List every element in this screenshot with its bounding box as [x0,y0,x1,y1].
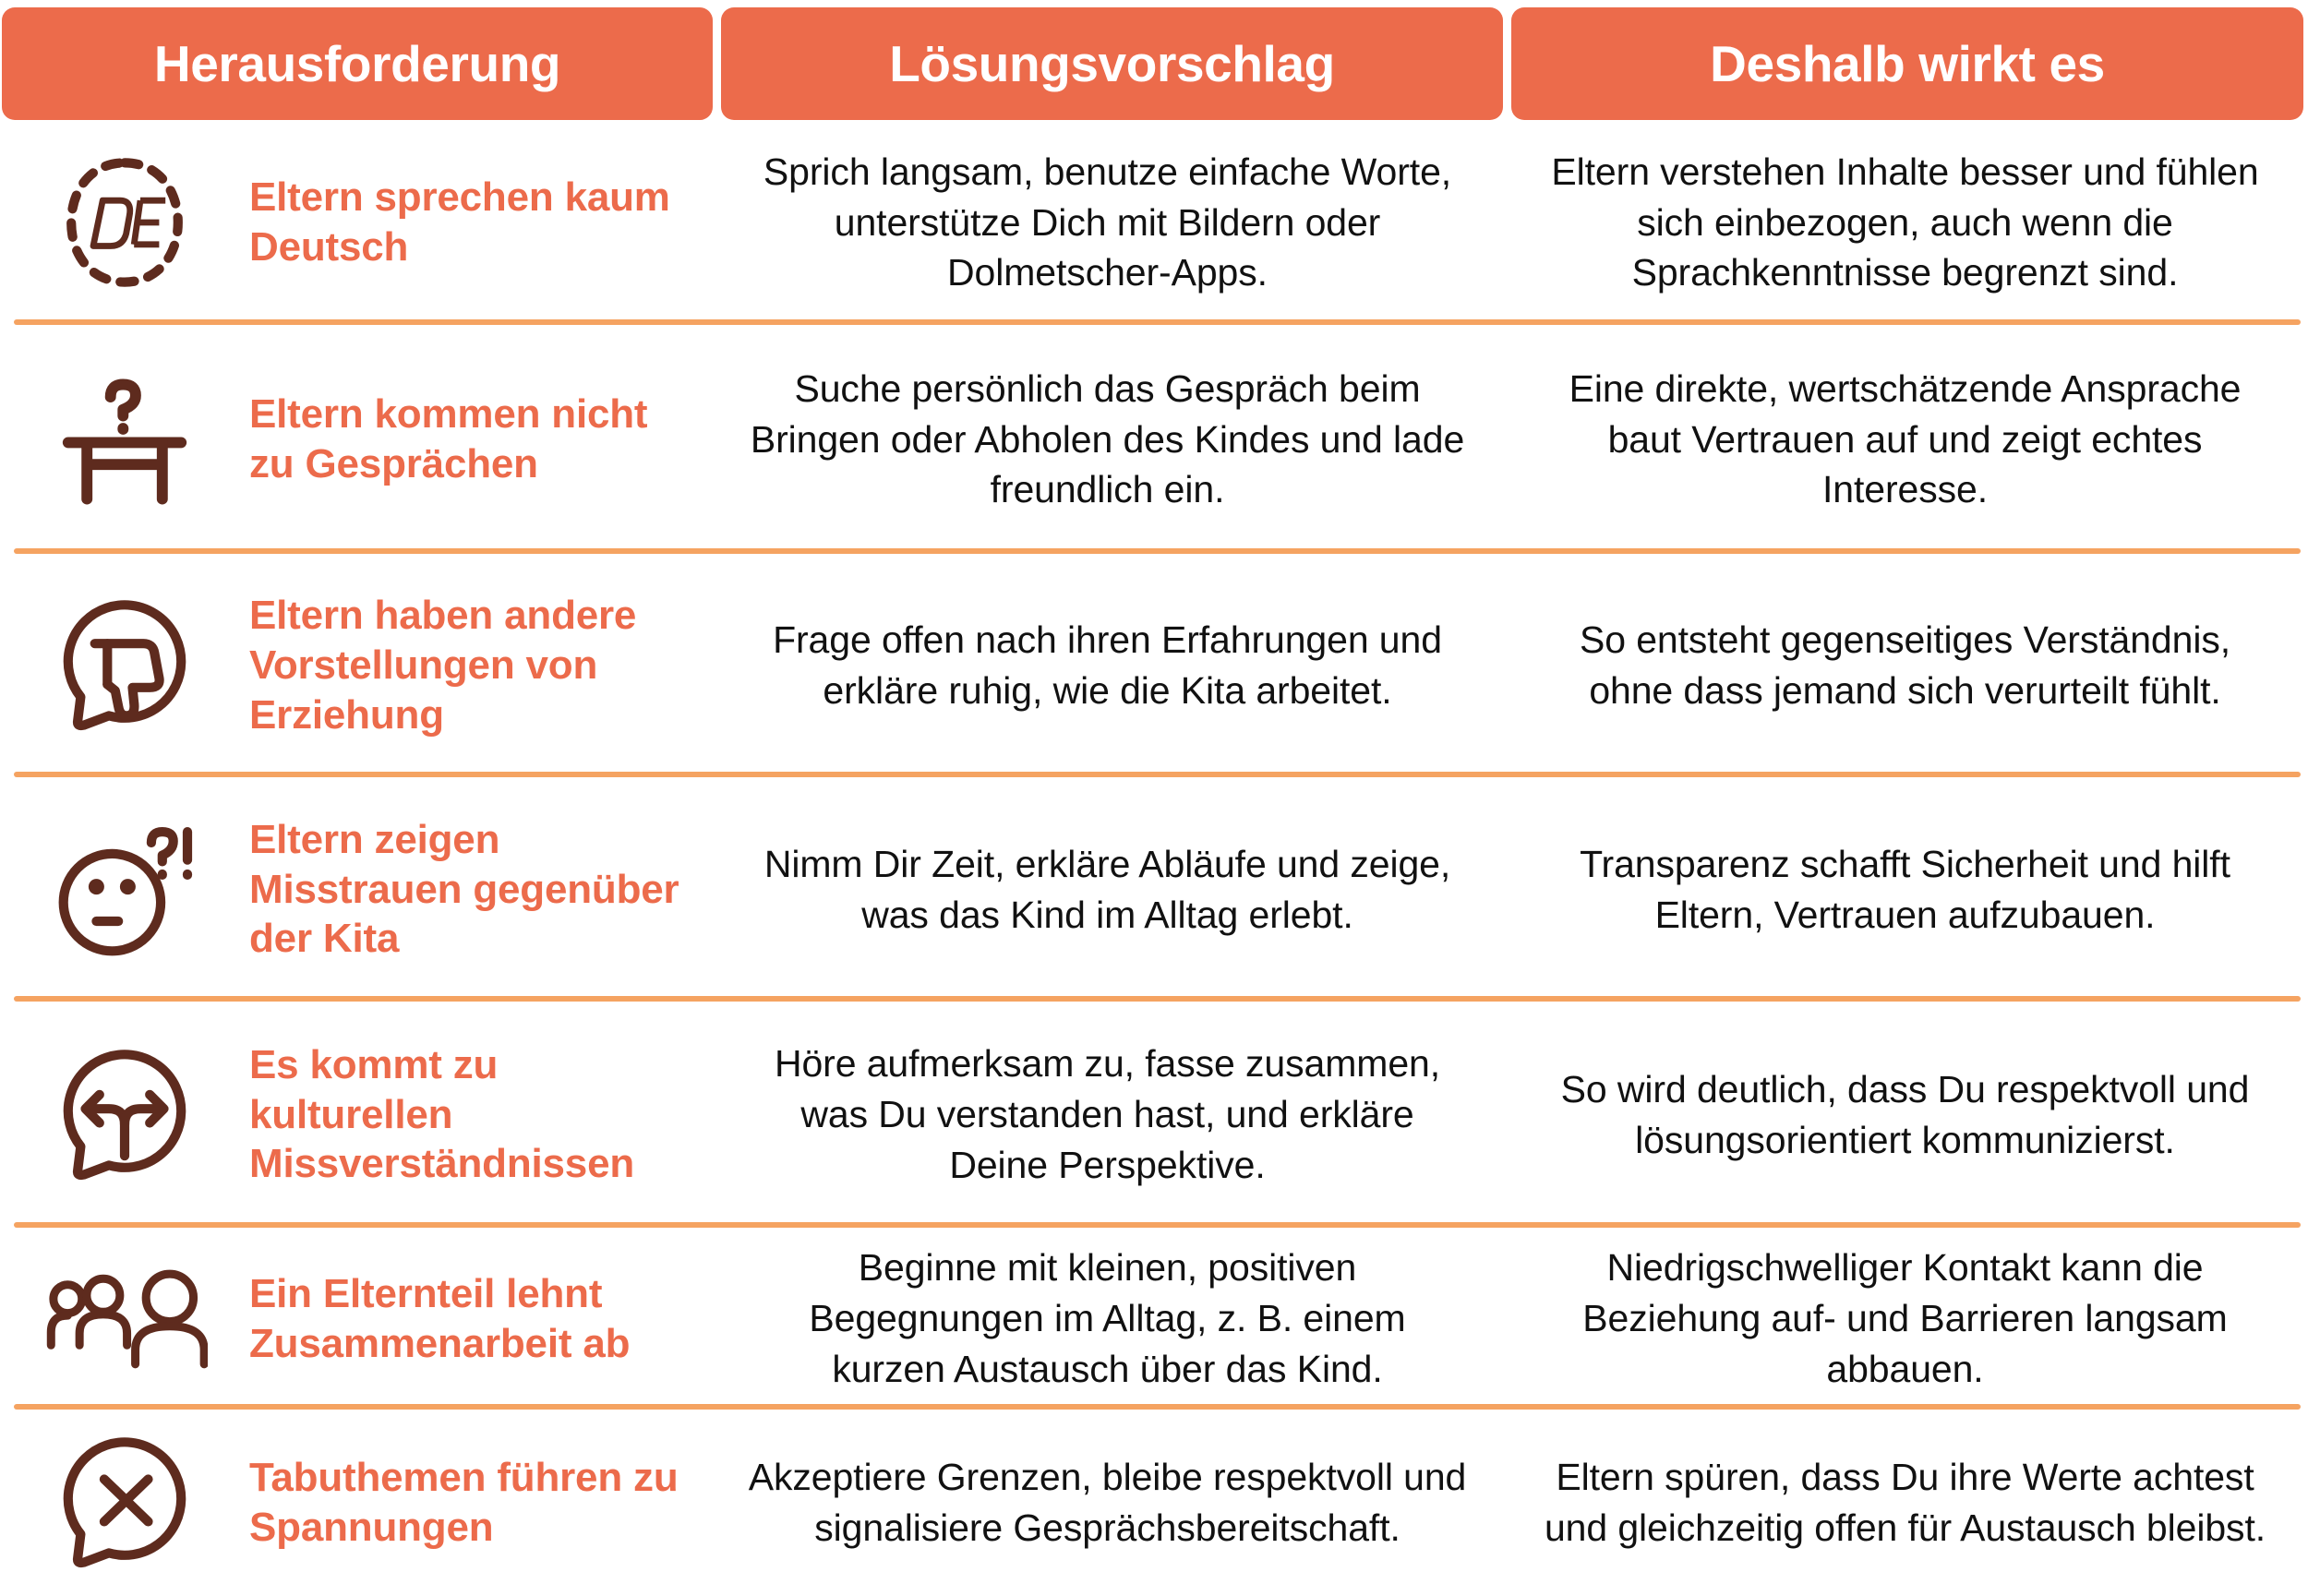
header-cell-solution [721,7,1503,120]
table-row [0,554,2308,777]
challenge-title: Eltern zeigen Misstrauen gegenüber der Kita [249,816,679,962]
table-row [0,325,2308,554]
row-challenge-cell [0,1002,713,1228]
table-row [0,1228,2308,1410]
why-text: So wird deutlich, dass Du respektvoll und lösungsorientiert kommunizierst. [1560,1067,2250,1161]
row-solution-cell [713,1228,1502,1410]
row-solution-cell [713,777,1502,1002]
row-challenge-cell [0,1410,713,1596]
table-row [0,777,2308,1002]
row-challenge-cell [0,1228,713,1410]
solution-text: Beginne mit kleinen, positiven Begegnungen im Alltag, z. B. einem kurzen Austausch über das Kind. [809,1246,1406,1390]
row-challenge-cell [0,777,713,1002]
header-label-why: Deshalb wirkt es [1710,34,2105,92]
solution-text: Sprich langsam, benutze einfache Worte, unterstütze Dich mit Bildern oder Dolmetscher-Apps. [763,150,1452,294]
row-solution-cell [713,325,1502,554]
solution-text: Nimm Dir Zeit, erkläre Abläufe und zeige, was das Kind im Alltag erlebt. [763,842,1451,936]
speech-bubble-fork-arrows-icon [0,1037,249,1194]
row-why-cell [1502,325,2308,554]
row-why-cell [1502,1002,2308,1228]
dashed-speech-bubble-de-icon [0,144,249,301]
row-challenge-cell [0,554,713,777]
why-text: Niedrigschwelliger Kontakt kann die Beziehung auf- und Barrieren langsam abbauen. [1582,1246,2228,1390]
solution-text: Suche persönlich das Gespräch beim Bringen oder Abholen des Kindes und lade freundlich ein. [750,366,1465,511]
why-text: Eine direkte, wertschätzende Ansprache baut Vertrauen auf und zeigt echtes Interesse. [1569,366,2242,511]
table-body [0,120,2308,1596]
row-solution-cell [713,1410,1502,1596]
table-row [0,1002,2308,1228]
row-solution-cell [713,120,1502,325]
header-label-solution: Lösungsvorschlag [889,34,1335,92]
table-header [0,7,2308,120]
challenge-title: Ein Elternteil lehnt Zusammenarbeit ab [249,1270,631,1366]
why-text: Eltern spüren, dass Du ihre Werte achtest und gleichzeitig offen für Austausch bleibst. [1544,1456,2266,1549]
solution-text: Höre aufmerksam zu, fasse zusammen, was Du verstanden hast, und erkläre Deine Perspektive. [774,1042,1441,1186]
speech-bubble-thumbs-down-icon [0,587,249,744]
header-cell-challenge [2,7,713,120]
challenge-title: Tabuthemen führen zu Spannungen [249,1455,679,1550]
row-why-cell [1502,120,2308,325]
row-why-cell [1502,777,2308,1002]
challenge-title: Eltern haben andere Vorstellungen von Erziehung [249,593,637,738]
row-why-cell [1502,554,2308,777]
row-solution-cell [713,554,1502,777]
table-with-question-mark-icon [0,361,249,518]
why-text: Transparenz schafft Sicherheit und hilft Eltern, Vertrauen aufzubauen. [1580,842,2230,936]
row-challenge-cell [0,325,713,554]
solution-text: Akzeptiere Grenzen, bleibe respektvoll und signalisiere Gesprächsbereitschaft. [748,1456,1467,1549]
people-group-separated-icon [0,1259,249,1379]
row-solution-cell [713,1002,1502,1228]
header-label-challenge: Herausforderung [153,34,561,92]
why-text: Eltern verstehen Inhalte besser und fühlen sich einbezogen, auch wenn die Sprachkenntnisse begrenzt sind. [1551,150,2259,294]
why-text: So entsteht gegenseitiges Verständnis, ohne dass jemand sich verurteilt fühlt. [1579,618,2231,712]
header-cell-why [1511,7,2303,120]
challenge-title: Es kommt zu kulturellen Missverständnissen [249,1041,635,1187]
challenge-title: Eltern kommen nicht zu Gesprächen [249,391,648,486]
table-row [0,120,2308,325]
neutral-face-question-exclamation-icon [0,811,249,968]
row-why-cell [1502,1228,2308,1410]
row-why-cell [1502,1410,2308,1596]
table-row [0,1410,2308,1596]
speech-bubble-cross-icon [0,1424,249,1581]
row-challenge-cell [0,120,713,325]
challenge-title: Eltern sprechen kaum Deutsch [249,174,670,270]
solution-text: Frage offen nach ihren Erfahrungen und erkläre ruhig, wie die Kita arbeitet. [773,618,1442,712]
